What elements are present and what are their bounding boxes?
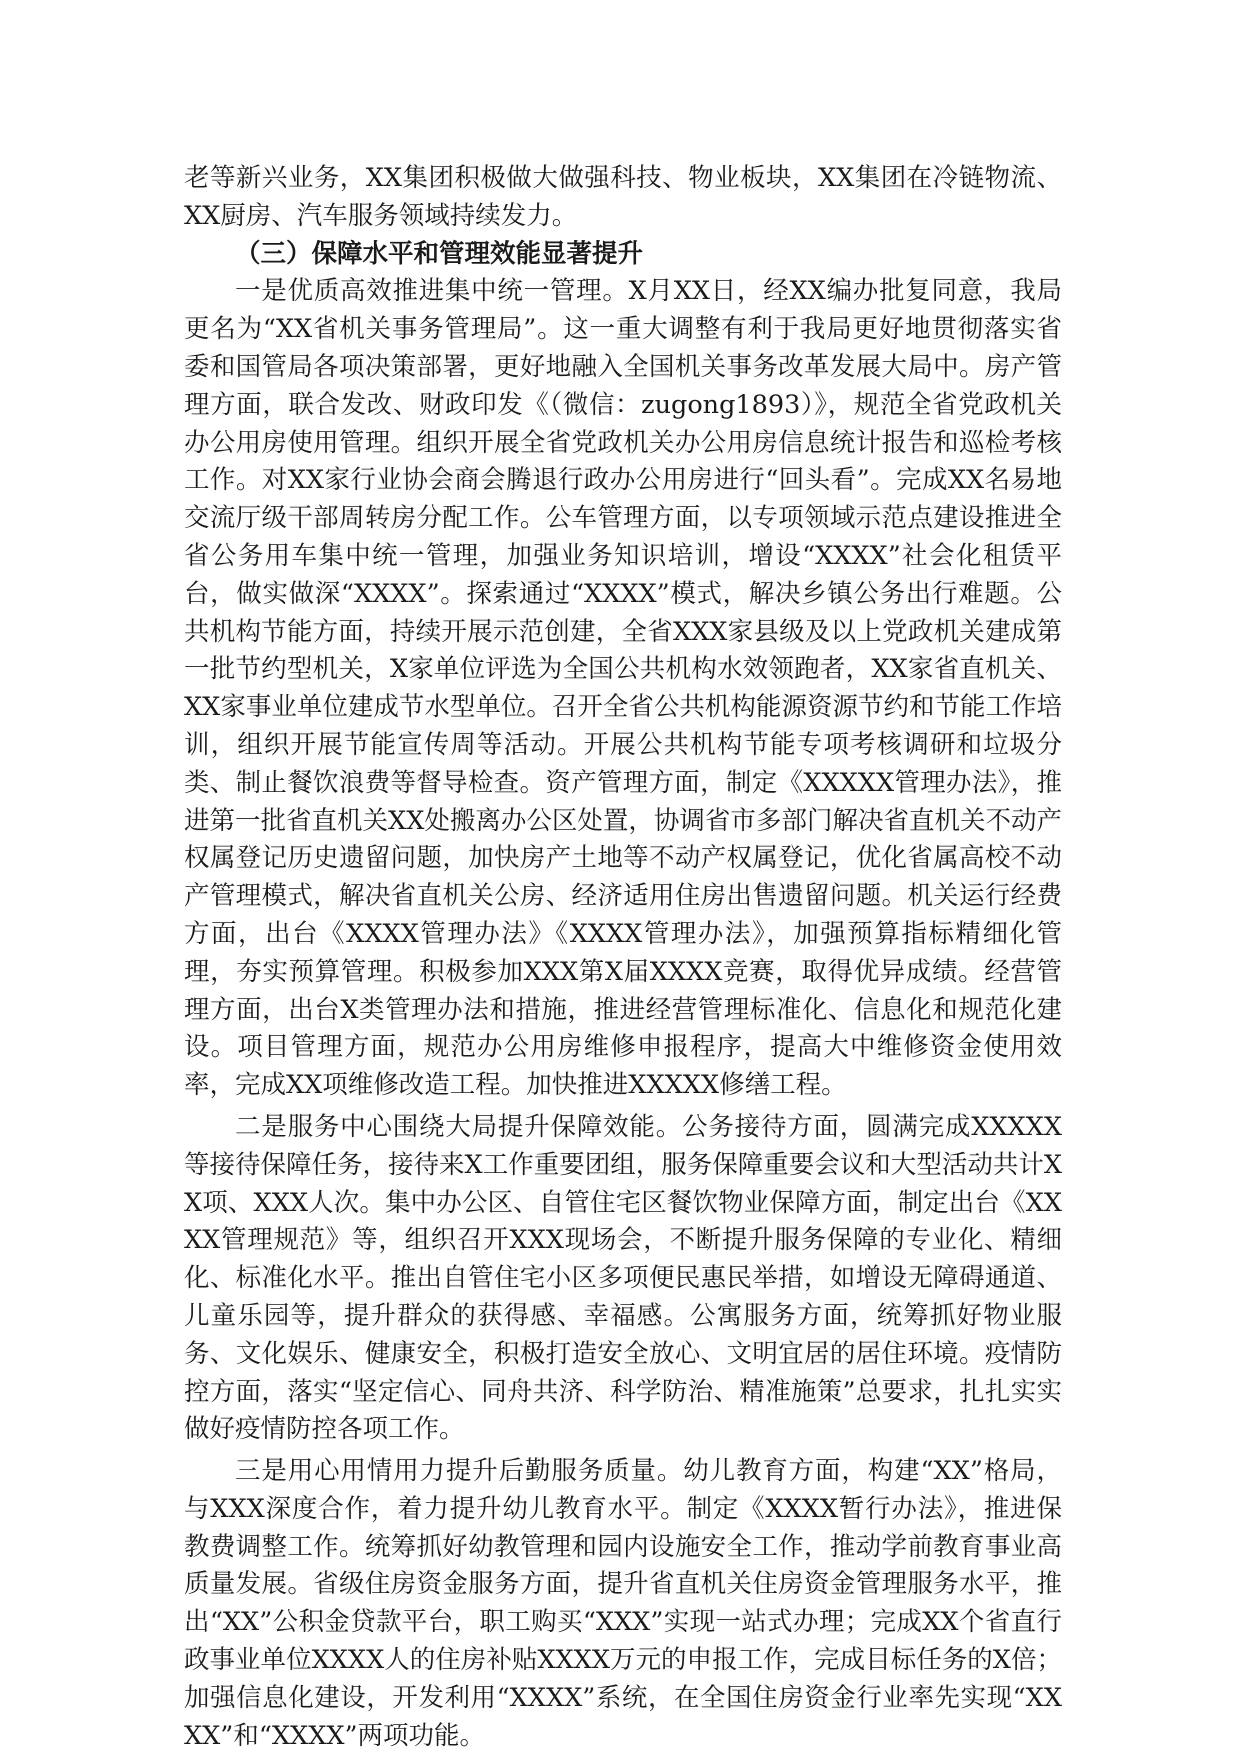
paragraph-centralized-management: 一是优质高效推进集中统一管理。X月XX日，经XX编办批复同意，我局更名为“XX省机关事务管理局”。这一重大调整有利于我局更好地贯彻落实省委和国管局各项决策部署，更好地融入全国机关事务改革发展大局中。房产管理方面，联合发改、财政印发《（微信：zugong1893）》，规范全省党政机关办公用房使用管理。组织开展全省党政机关办公用房信息统计报告和巡检考核工作。对XX家行业协会商会腾退行政办公用房进行“回头看”。完成XX名易地交流厅级干部周转房分配工作。公车管理方面，以专项领域示范点建设推进全省公务用车集中统一管理，加强业务知识培训，增设“XXXX”社会化租赁平台，做实做深“XXXX”。探索通过“XXXX”模式，解决乡镇公务出行难题。公共机构节能方面，持续开展示范创建，全省XXX家县级及以上党政机关建成第一批节约型机关，X家单位评选为全国公共机构水效领跑者，XX家省直机关、XX家事业单位建成节水型单位。召开全省公共机构能源资源节约和节能工作培训，组织开展节能宣传周等活动。开展公共机构节能专项考核调研和垃圾分类、制止餐饮浪费等督导检查。资产管理方面，制定《XXXXX管理办法》，推进第一批省直机关XX处搬离办公区处置，协调省市多部门解决省直机关不动产权属登记历史遗留问题，加快房产土地等不动产权属登记，优化省属高校不动产管理模式，解决省直机关公房、经济适用住房出售遗留问题。机关运行经费方面，出台《XXXX管理办法》《XXXX管理办法》，加强预算指标精细化管理，夯实预算管理。积极参加XXX第X届XXXX竞赛，取得优异成绩。经营管理方面，出台X类管理办法和措施，推进经营管理标准化、信息化和规范化建设。项目管理方面，规范办公用房维修申报程序，提高大中维修资金使用效率，完成XX项维修改造工程。加快推进XXXXX修缮工程。 xyxy=(184,276,1062,1101)
paragraph-logistics-service: 三是用心用情用力提升后勤服务质量。幼儿教育方面，构建“XX”格局，与XXX深度合作，着力提升幼儿教育水平。制定《XXXX暂行办法》，推进保教费调整工作。统筹抓好幼教管理和园内设施安全工作，推动学前教育事业高质量发展。省级住房资金服务方面，提升省直机关住房资金管理服务水平，推出“XX”公积金贷款平台，职工购买“XXX”实现一站式办理；完成XX个省直行政事业单位XXXX人的住房补贴XXXX万元的申报工作，完成目标任务的X倍；加强信息化建设，开发利用“XXXX”系统，在全国住房资金行业率先实现“XXXX”和“XXXX”两项功能。 xyxy=(184,1456,1062,1751)
opening-paragraph: 老等新兴业务，XX集团积极做大做强科技、物业板块，XX集团在冷链物流、XX厨房、汽车服务领域持续发力。 xyxy=(184,163,1062,231)
section-heading: （三）保障水平和管理效能显著提升 xyxy=(235,238,644,269)
document-page xyxy=(184,160,1062,1755)
paragraph-service-center: 二是服务中心围绕大局提升保障效能。公务接待方面，圆满完成XXXXX等接待保障任务，接待来X工作重要团组，服务保障重要会议和大型活动共计XX项、XXX人次。集中办公区、自管住宅区餐饮物业保障方面，制定出台《XXXX管理规范》等，组织召开XXX现场会，不断提升服务保障的专业化、精细化、标准化水平。推出自管住宅小区多项便民惠民举措，如增设无障碍通道、儿童乐园等，提升群众的获得感、幸福感。公寓服务方面，统筹抓好物业服务、文化娱乐、健康安全，积极打造安全放心、文明宜居的居住环境。疫情防控方面，落实“坚定信心、同舟共济、科学防治、精准施策”总要求，扎扎实实做好疫情防控各项工作。 xyxy=(184,1111,1062,1445)
